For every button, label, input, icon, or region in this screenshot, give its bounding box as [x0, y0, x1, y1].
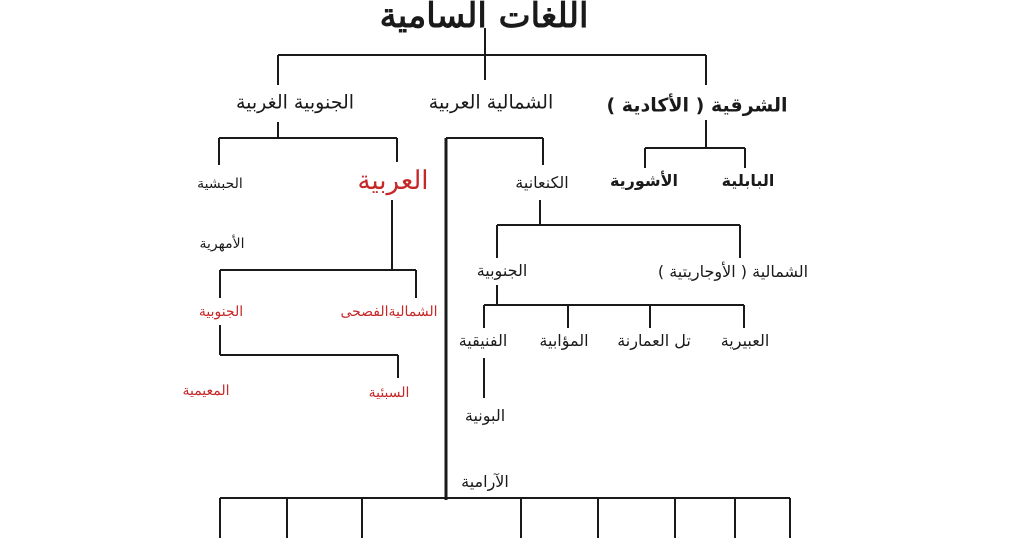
node-hebrew: العبيرية — [720, 331, 770, 350]
node-punic: البونية — [464, 406, 506, 425]
node-eastern: الشرقية ( الأكادية ) — [606, 94, 788, 117]
node-maeenite: المعيمية — [182, 383, 230, 399]
node-sabaean: السبئية — [368, 385, 410, 401]
node-abyssinian: الحبشية — [197, 176, 243, 192]
node-north-classical: الشماليةالفصحى — [340, 304, 438, 320]
node-amharic: الأمهرية — [199, 236, 245, 252]
node-arabic: العربية — [357, 166, 429, 196]
node-south-arabic: الجنوبية — [198, 304, 244, 320]
node-assyrian: الأشورية — [609, 171, 679, 190]
node-babylonian: البابلية — [721, 171, 775, 190]
node-southern-canaanite: الجنوبية — [476, 261, 528, 280]
node-north-arabian: الشمالية العربية — [428, 91, 554, 114]
node-north-ugaritic: الشمالية ( الأوجاريتية ) — [657, 262, 809, 281]
node-canaanite: الكنعانية — [515, 173, 569, 192]
node-tell-amarna: تل العمارنة — [617, 331, 691, 350]
node-aramaic: الآرامية — [461, 472, 509, 491]
node-moabite: المؤابية — [539, 331, 589, 350]
node-phoenician: الفنيقية — [458, 331, 508, 350]
node-south-western: الجنوبية الغربية — [235, 91, 355, 114]
diagram-title: اللغات السامية — [379, 0, 589, 36]
